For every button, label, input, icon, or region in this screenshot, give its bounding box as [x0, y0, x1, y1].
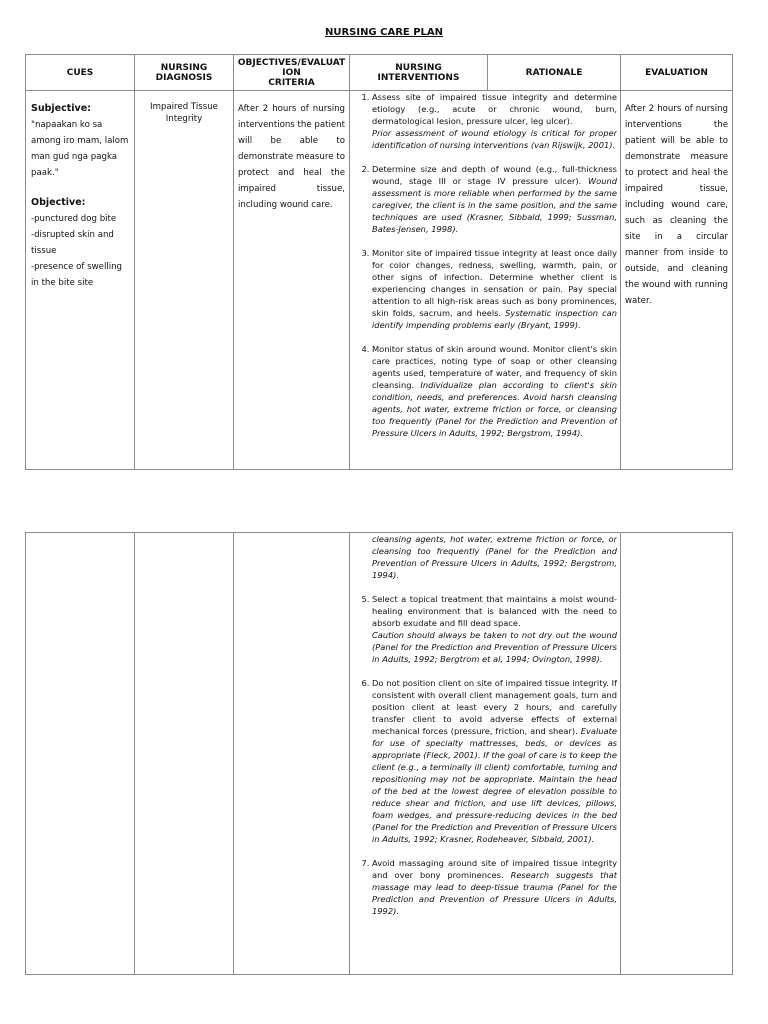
header-evaluation: EVALUATION [621, 55, 733, 91]
header-row [26, 55, 733, 91]
objective-item: -presence of swelling in the bite site [31, 262, 123, 288]
intervention-item: 6. Do not position client on site of impaired tissue integrity. If consistent with overall client management goals, turn and position client at least every 2 hours, and carefully transfer client to avoid adverse effects of external mechanical forces (pressure, friction, and shear). Evaluate for use of specialty mattresses, beds, or devices as appropriate (Fleck, 2001). If the goal of care is to keep the client (e.g., a terminally ill client) comfortable, turning and repositioning may not be appropriate. Maintain the head of the bed at the lowest degree of elevation possible to reduce shear and friction, and use lift devices, pillows, foam wedges, and pressure-reducing devices in the bed (Panel for the Prediction and Prevention of Pressure Ulcers in Adults, 1992; Krasner, Rodeheaver, Sibbald, 2001). [372, 677, 617, 845]
interventions-cell-continued [350, 533, 621, 975]
objective-label: Objective: [31, 197, 86, 208]
page-title: NURSING CARE PLAN [324, 27, 444, 38]
intervention-item: 5. Select a topical treatment that maintains a moist wound-healing environment that is balanced with the need to absorb exudate and fill dead space. Caution should always be taken to not dry out the wound (Panel for the Prediction and Prevention of Pressure Ulcers in Adults, 1992; Bergtrom et al, 1994; Ovington, 1998). [372, 593, 617, 665]
care-plan-row-continued [26, 533, 733, 975]
evaluation-cell-empty [621, 533, 733, 975]
intervention-item: 3. Monitor site of impaired tissue integrity at least once daily for color changes, redness, swelling, warmth, pain, or other signs of infection. Determine whether client is experiencing changes in sensation or pain. Pay special attention to all high-risk areas such as bony prominences, skin folds, sacrum, and heels. Systematic inspection can identify impending problems early (Bryant, 1999). [372, 247, 617, 331]
intervention-item: 2. Determine size and depth of wound (e.g., full-thickness wound, stage III or stage IV pressure ulcer). Wound assessment is more reliable when performed by the same caregiver, the client is in the same position, and the same techniques are used (Krasner, Sibbald, 1999; Sussman, Bates-Jensen, 1998). [372, 163, 617, 235]
objective-item: -punctured dog bite [31, 214, 117, 224]
objectives-cell: After 2 hours of nursing interventions the patient will be able to demonstrate measure to protect and heal the impaired tissue, including wound care. [234, 91, 350, 470]
interventions-cell [350, 91, 621, 470]
header-objectives: OBJECTIVES/EVALUAT ION CRITERIA [234, 55, 350, 91]
cues-cell-empty [26, 533, 135, 975]
header-diagnosis: NURSING DIAGNOSIS [135, 55, 234, 91]
header-cues: CUES [26, 55, 135, 91]
care-plan-row [26, 91, 733, 470]
header-interventions: NURSING INTERVENTIONS [350, 55, 488, 91]
care-plan-table-page-1 [25, 54, 733, 470]
intervention-item: 4. Monitor status of skin around wound. Monitor client's skin care practices, noting type of soap or other cleansing agents used, temperature of water, and frequency of skin cleansing. Individualize plan according to client's skin condition, needs, and preferences. Avoid harsh cleansing agents, hot water, extreme friction or force, or cleansing too frequently (Panel for the Prediction and Prevention of Pressure Ulcers in Adults, 1992; Bergstrom, 1994). [372, 343, 617, 439]
intervention-item: 1. Assess site of impaired tissue integrity and determine etiology (e.g., acute or chronic wound, burn, dermatological lesion, pressure ulcer, leg ulcer). Prior assessment of wound etiology is critical for proper identification of nursing interventions (van Rijswijk, 2001). [372, 91, 617, 151]
cues-cell [26, 91, 135, 470]
subjective-text: "napaakan ko sa among iro mam, lalom man gud nga pagka paak." [31, 120, 129, 178]
evaluation-cell: After 2 hours of nursing interventions the patient will be able to demonstrate measure to protect and heal the impaired tissue, including wound care, such as cleaning the site in a circular manner from inside to outside, and cleaning the wound with running water. [621, 91, 733, 470]
objectives-cell-empty [234, 533, 350, 975]
subjective-label: Subjective: [31, 103, 91, 114]
header-rationale: RATIONALE [488, 55, 621, 91]
diagnosis-cell-empty [135, 533, 234, 975]
care-plan-table-page-2 [25, 532, 733, 975]
objective-item: -disrupted skin and tissue [31, 230, 114, 256]
intervention-item: 7. Avoid massaging around site of impaired tissue integrity and over bony prominences. Research suggests that massage may lead to deep-tissue trauma (Panel for the Prediction and Prevention of Pressure Ulcers in Adults, 1992). [372, 857, 617, 917]
continued-rationale: cleansing agents, hot water, extreme friction or force, or cleansing too frequently (Panel for the Prediction and Prevention of Pressure Ulcers in Adults, 1992; Bergstrom, 1994). [372, 534, 617, 580]
diagnosis-cell: Impaired Tissue Integrity [135, 91, 234, 470]
